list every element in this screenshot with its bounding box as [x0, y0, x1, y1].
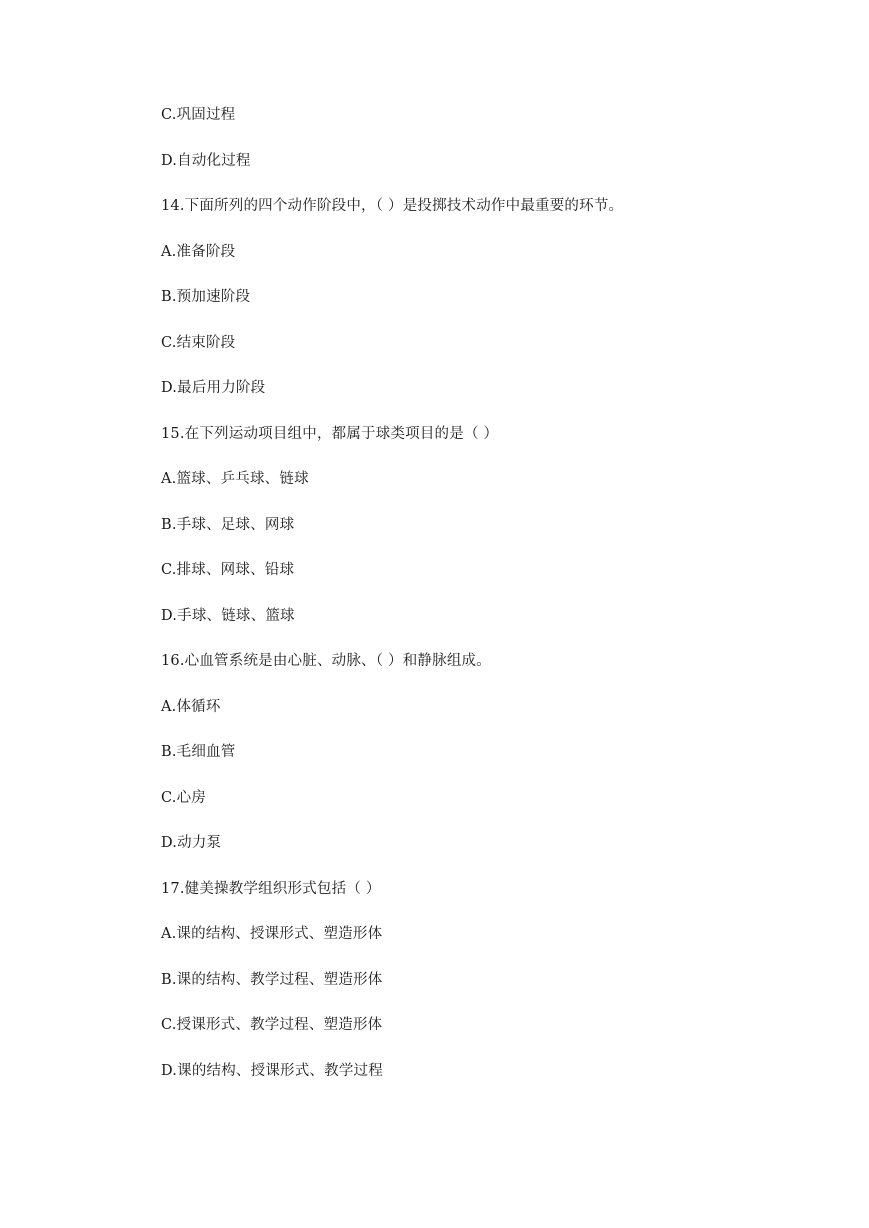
option-15-b: B.手球、足球、网球: [161, 517, 295, 533]
option-17-a: A.课的结构、授课形式、塑造形体: [161, 926, 383, 942]
option-16-c: C.心房: [161, 790, 206, 806]
option-13-d: D.自动化过程: [161, 153, 251, 169]
option-14-d: D.最后用力阶段: [161, 380, 266, 396]
option-15-d: D.手球、链球、篮球: [161, 608, 295, 624]
option-15-a: A.篮球、乒乓球、链球: [161, 471, 309, 487]
question-16: 16.心血管系统是由心脏、动脉、（ ）和静脉组成。: [161, 653, 491, 669]
question-17: 17.健美操教学组织形式包括（ ）: [161, 881, 381, 897]
question-15: 15.在下列运动项目组中，都属于球类项目的是（ ）: [161, 426, 499, 442]
option-17-d: D.课的结构、授课形式、教学过程: [161, 1063, 383, 1079]
option-16-a: A.体循环: [161, 699, 221, 715]
question-14: 14.下面所列的四个动作阶段中，（ ）是投掷技术动作中最重要的环节。: [161, 198, 624, 214]
option-14-c: C.结束阶段: [161, 335, 236, 351]
option-16-d: D.动力泵: [161, 835, 222, 851]
option-14-a: A.准备阶段: [161, 244, 236, 260]
option-16-b: B.毛细血管: [161, 744, 236, 760]
option-14-b: B.预加速阶段: [161, 289, 251, 305]
option-13-c: C.巩固过程: [161, 107, 236, 123]
option-17-c: C.授课形式、教学过程、塑造形体: [161, 1017, 383, 1033]
option-17-b: B.课的结构、教学过程、塑造形体: [161, 972, 383, 988]
option-15-c: C.排球、网球、铅球: [161, 562, 295, 578]
